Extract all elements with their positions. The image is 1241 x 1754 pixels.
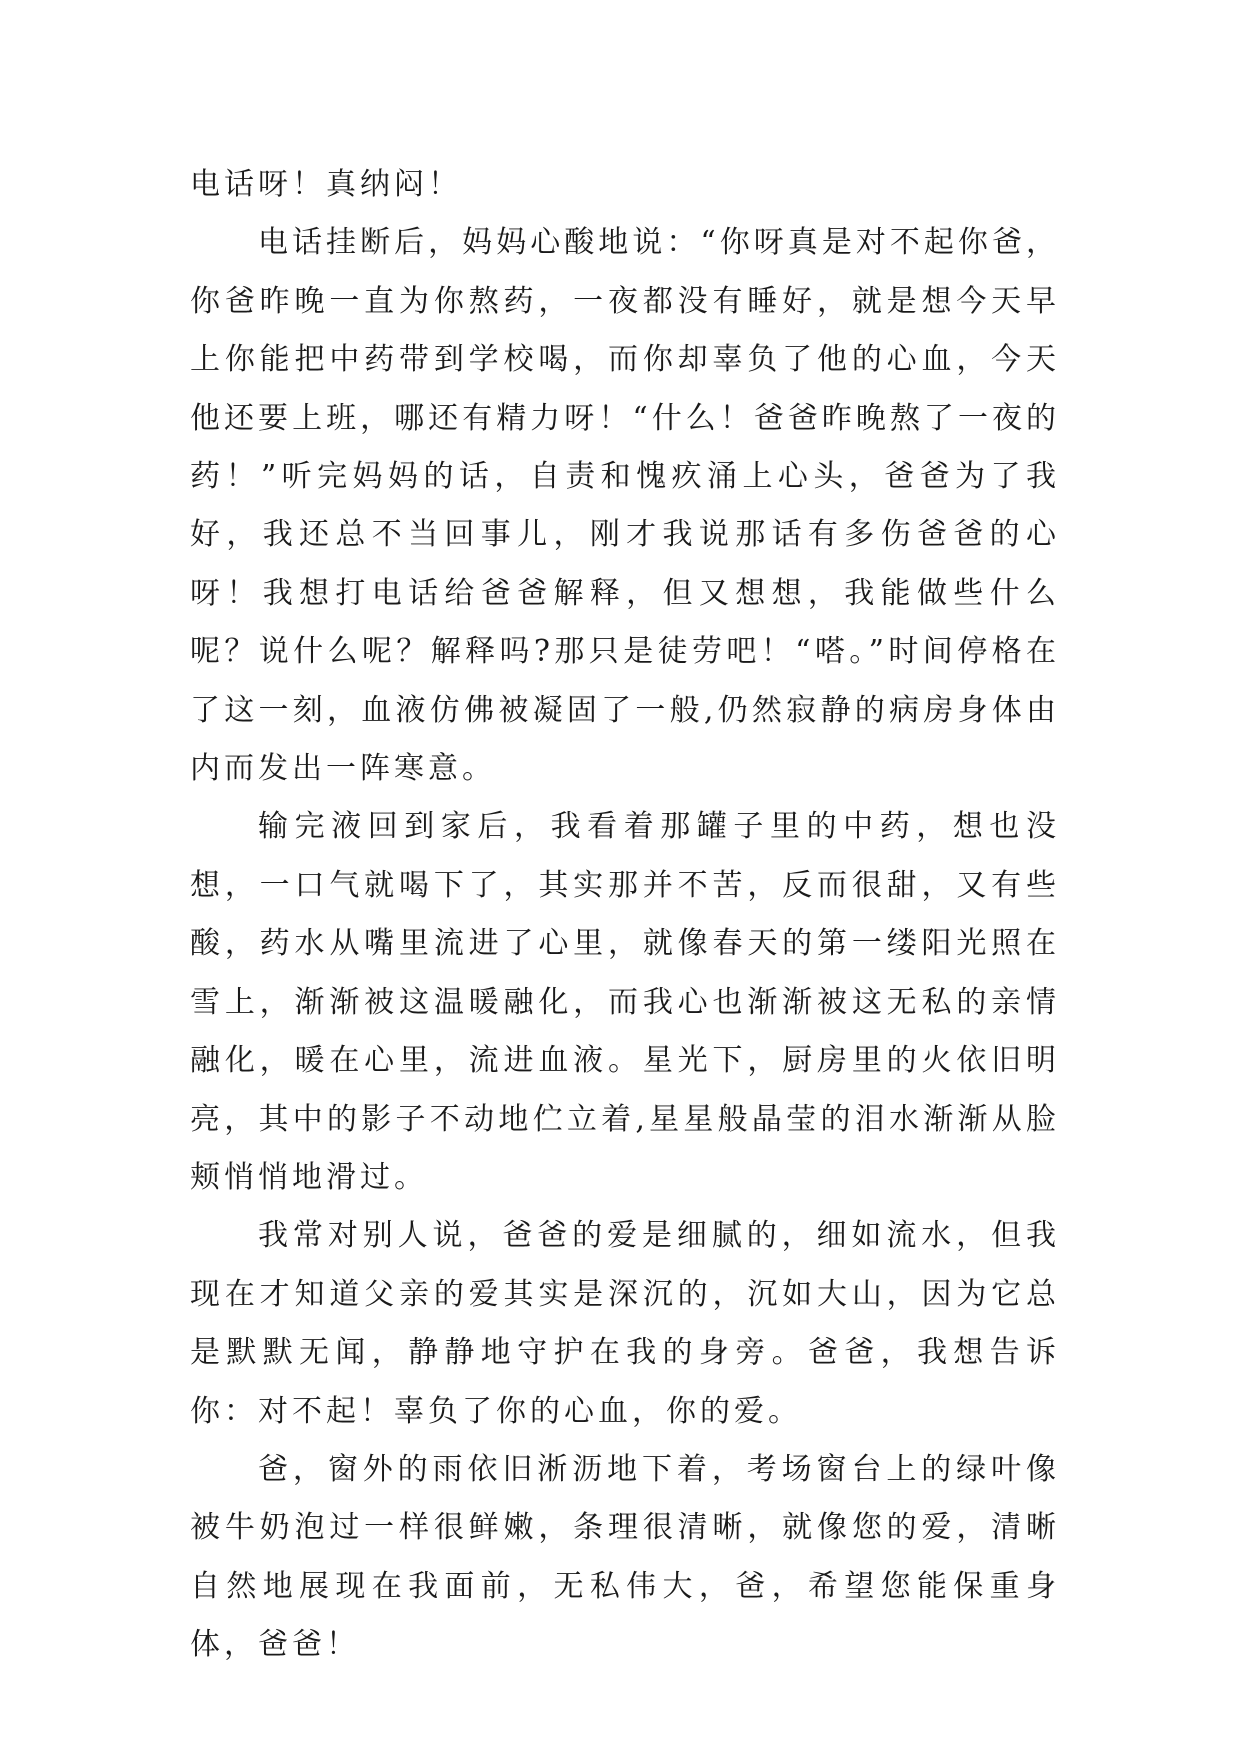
paragraph-3: 输完液回到家后，我看着那罐子里的中药，想也没想，一口气就喝下了，其实那并不苦，反而很甜，又有些酸，药水从嘴里流进了心里，就像春天的第一缕阳光照在雪上，渐渐被这温暖融化，而我心也渐渐被这无私的亲情融化，暖在心里，流进血液。星光下，厨房里的火依旧明亮，其中的影子不动地伫立着,星星般晶莹的泪水渐渐从脸颊悄悄地滑过。 [190, 809, 1060, 1195]
paragraph-4: 我常对别人说，爸爸的爱是细腻的，细如流水，但我现在才知道父亲的爱其实是深沉的，沉如大山，因为它总是默默无闻，静静地守护在我的身旁。爸爸，我想告诉你：对不起！辜负了你的心血，你的爱。 [190, 1218, 1060, 1429]
paragraph-2: 电话挂断后，妈妈心酸地说：“你呀真是对不起你爸，你爸昨晚一直为你熬药，一夜都没有睡好，就是想今天早上你能把中药带到学校喝，而你却辜负了他的心血，今天他还要上班，哪还有精力呀！“什么！爸爸昨晚熬了一夜的药！”听完妈妈的话，自责和愧疚涌上心头，爸爸为了我好，我还总不当回事儿，刚才我说那话有多伤爸爸的心呀！我想打电话给爸爸解释，但又想想，我能做些什么呢？说什么呢？解释吗?那只是徒劳吧！“嗒。”时间停格在了这一刻，血液仿佛被凝固了一般,仍然寂静的病房身体由内而发出一阵寒意。 [190, 225, 1060, 787]
paragraph-5: 爸，窗外的雨依旧淅沥地下着，考场窗台上的绿叶像被牛奶泡过一样很鲜嫩，条理很清晰，就像您的爱，清晰自然地展现在我面前，无私伟大，爸，希望您能保重身体，爸爸！ [190, 1451, 1060, 1663]
paragraph-1: 电话呀！真纳闷！ [190, 167, 462, 202]
essay-body [190, 156, 1060, 1675]
